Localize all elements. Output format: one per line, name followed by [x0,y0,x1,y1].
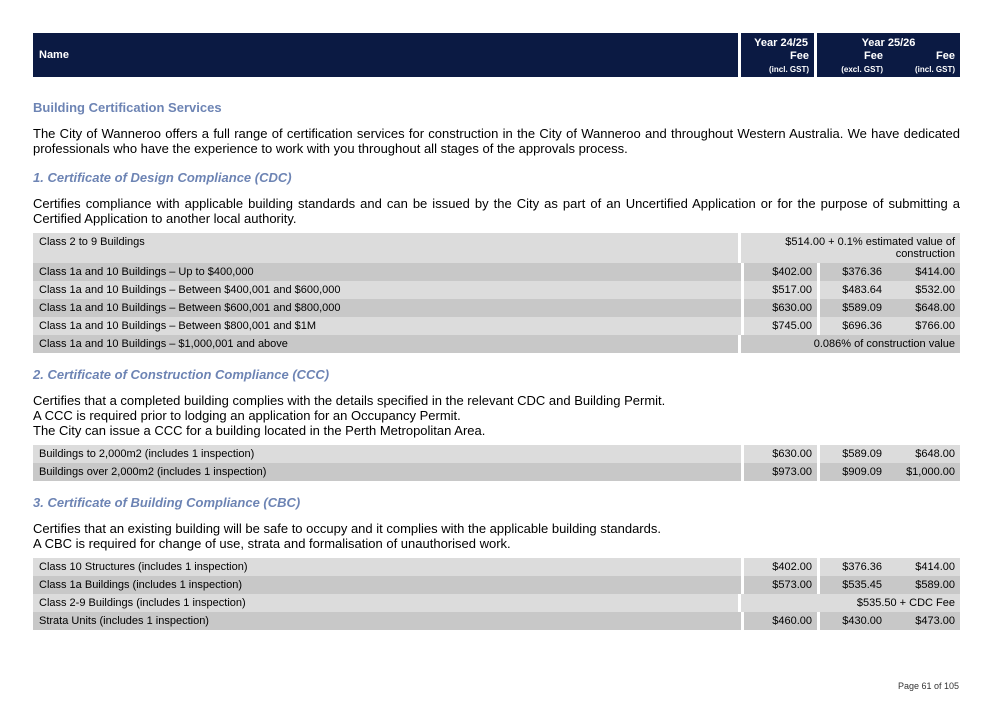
row-fee-2526-excl: $483.64 [820,281,887,299]
page [33,33,960,630]
row-fee-2425: $517.00 [744,281,817,299]
header-year1: Year 24/25 [754,37,808,49]
row-fee-2526-incl: $1,000.00 [887,463,960,481]
table-row [33,299,960,317]
row-fee-2526-incl: $414.00 [887,558,960,576]
row-fee-2425: $402.00 [744,558,817,576]
row-fee-2526-excl: $535.45 [820,576,887,594]
row-name: Buildings to 2,000m2 (includes 1 inspection) [33,445,741,463]
header-col3-fee: Fee [936,50,955,62]
row-fee-2425: $573.00 [744,576,817,594]
row-name: Class 1a Buildings (includes 1 inspection) [33,576,741,594]
row-fee-2526-incl: $648.00 [887,445,960,463]
table-header [33,33,960,77]
row-fee-2425: $630.00 [744,445,817,463]
row-fee-2526-incl: $648.00 [887,299,960,317]
row-name: Class 1a and 10 Buildings – $1,000,001 and above [33,335,738,353]
table-row [33,335,960,353]
row-fee-2526-incl: $589.00 [887,576,960,594]
row-fee-2526-excl: $589.09 [820,445,887,463]
row-name: Class 1a and 10 Buildings – Up to $400,000 [33,263,741,281]
row-name: Strata Units (includes 1 inspection) [33,612,741,630]
ccc-title: 2. Certificate of Construction Compliance (CCC) [33,367,330,382]
row-name: Class 1a and 10 Buildings – Between $600,001 and $800,000 [33,299,741,317]
table-row [33,558,960,576]
header-col2-gst: (excl. GST) [841,65,883,74]
row-fee-2526-incl: $532.00 [887,281,960,299]
table-row [33,594,960,612]
intro-paragraph: The City of Wanneroo offers a full range of certification services for construction in the City of Wanneroo and throughout Western Australia. We have dedicated professionals who have the experience to work with you throughout all stages of the approvals process. [33,126,960,156]
table-row [33,263,960,281]
table-row [33,317,960,335]
ccc-line: The City can issue a CCC for a building located in the Perth Metropolitan Area. [33,423,486,438]
row-fee-2526-excl: $376.36 [820,263,887,281]
row-name: Buildings over 2,000m2 (includes 1 inspection) [33,463,741,481]
row-name: Class 2-9 Buildings (includes 1 inspection) [33,594,738,612]
header-col2-fee: Fee [864,50,883,62]
header-col1-fee: Fee [790,50,809,62]
row-fee-2526-excl: $696.36 [820,317,887,335]
row-fee-2526-incl: $414.00 [887,263,960,281]
row-fee-2425: $402.00 [744,263,817,281]
table-row [33,445,960,463]
row-fee-2425: $745.00 [744,317,817,335]
row-fee-span: 0.086% of construction value [741,335,960,353]
row-fee-2425: $460.00 [744,612,817,630]
header-name: Name [33,33,738,77]
table-row [33,281,960,299]
header-year-2425 [741,33,814,77]
ccc-line: Certifies that a completed building complies with the details specified in the relevant CDC and Building Permit. [33,393,666,408]
table-row [33,576,960,594]
header-year2: Year 25/26 [861,37,916,49]
row-fee-span: $535.50 + CDC Fee [741,594,960,612]
section-title: Building Certification Services [33,100,222,115]
row-fee-2425: $630.00 [744,299,817,317]
row-name: Class 10 Structures (includes 1 inspection) [33,558,741,576]
cdc-fee-table [33,233,960,353]
row-fee-2526-excl: $589.09 [820,299,887,317]
row-name: Class 1a and 10 Buildings – Between $800,001 and $1M [33,317,741,335]
page-number: Page 61 of 105 [897,681,959,691]
header-col3-gst: (incl. GST) [915,65,955,74]
cbc-title: 3. Certificate of Building Compliance (CBC) [33,495,301,510]
cdc-description: Certifies compliance with applicable building standards and can be issued by the City as part of an Uncertified Application or for the purpose of submitting a Certified Application to another local authority. [33,196,960,226]
row-name: Class 2 to 9 Buildings [33,233,738,263]
cbc-fee-table [33,558,960,630]
table-row [33,233,960,263]
row-fee-2425: $973.00 [744,463,817,481]
row-name: Class 1a and 10 Buildings – Between $400,001 and $600,000 [33,281,741,299]
ccc-line: A CCC is required prior to lodging an application for an Occupancy Permit. [33,408,461,423]
table-row [33,612,960,630]
cbc-description [33,521,960,551]
row-fee-span: $514.00 + 0.1% estimated value of construction [741,233,960,263]
row-fee-2526-excl: $430.00 [820,612,887,630]
cbc-line: A CBC is required for change of use, strata and formalisation of unauthorised work. [33,536,511,551]
table-row [33,463,960,481]
header-year-2526 [817,33,960,77]
ccc-fee-table [33,445,960,481]
row-fee-2526-excl: $376.36 [820,558,887,576]
cbc-line: Certifies that an existing building will be safe to occupy and it complies with the applicable building standards. [33,521,661,536]
header-col1-gst: (incl. GST) [769,65,809,74]
cdc-title: 1. Certificate of Design Compliance (CDC) [33,170,292,185]
ccc-description [33,393,960,438]
row-fee-2526-excl: $909.09 [820,463,887,481]
row-fee-2526-incl: $473.00 [887,612,960,630]
row-fee-2526-incl: $766.00 [887,317,960,335]
